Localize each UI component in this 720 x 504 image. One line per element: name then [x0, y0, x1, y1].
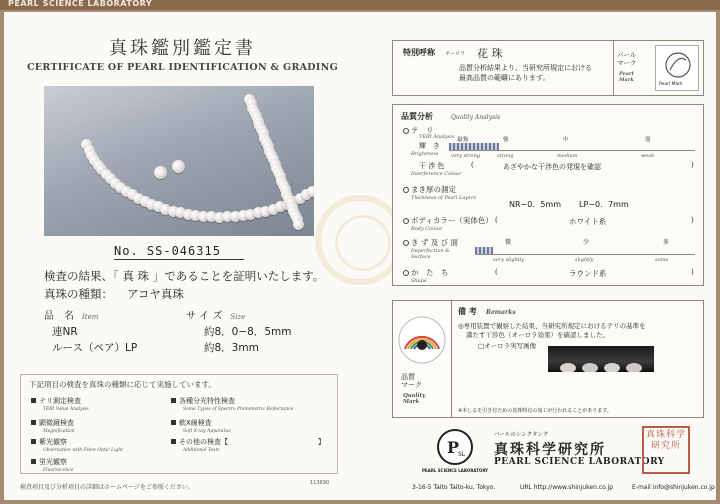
scale-label-en: weak: [641, 153, 655, 159]
item-row: [52, 324, 342, 339]
aurora-image-label: □オーロラ実写画像: [478, 342, 537, 350]
nacre-en: Thickness of Pearl Layers: [411, 195, 477, 201]
item-size: 約8．0−8．5mm: [204, 326, 292, 338]
brightness-en: Brightness: [411, 151, 439, 157]
lab-name-jp: 真珠科学研究所: [494, 442, 606, 458]
pearl-kind-value: アコヤ真珠: [127, 287, 184, 301]
quality-mark-label: 品質 マーク: [401, 373, 422, 389]
scale-label-en: strong: [497, 153, 514, 159]
imperfection-en: Imperfection & Surface: [411, 248, 450, 260]
certificate-title-en: CERTIFICATE OF PEARL IDENTIFICATION & GRADING: [27, 62, 338, 73]
remarks-line-2: 満たす干渉色（オーロラ効果）を確認しました。: [466, 331, 609, 339]
special-name-sub: オーロラ: [445, 51, 466, 57]
item-size: 約8．3mm: [204, 342, 259, 354]
lab-seal-stamp: [642, 426, 690, 474]
rainbow-pearl-icon: [397, 315, 447, 365]
circle-marker-icon: [403, 218, 409, 224]
pearl: [293, 219, 304, 230]
pearl-mark-en: Pearl Mark: [619, 71, 634, 83]
scale-label: 少: [583, 239, 590, 246]
teri-en: TERI Analysis: [419, 134, 455, 140]
bullet-square-icon: [31, 398, 36, 403]
nacre-lp: LP−0．7mm: [579, 200, 629, 209]
test-item: 紫光観察 Observation with Fibre Optic Light: [31, 437, 123, 453]
quality-title-jp: 品質分析: [401, 112, 433, 121]
bullet-square-icon: [171, 439, 176, 444]
scale-label-en: very slightly: [493, 257, 525, 263]
nacre-label: まき厚の測定: [403, 184, 456, 195]
test-item: 蛍光観察 Fluorescence: [31, 457, 74, 473]
quality-title-en: Quality Analysis: [451, 114, 501, 121]
body-colour-value: ホワイト系: [569, 217, 607, 226]
test-item: 軟X線検査 Soft X-ray Apparatus: [171, 418, 231, 434]
top-banner: [0, 0, 720, 10]
scale-label: 中: [563, 137, 569, 143]
items-header: [44, 307, 334, 322]
lab-name-en: PEARL SCIENCE LABORATORY: [494, 457, 665, 467]
tests-footer-note: 検査項目及び分析項目の詳細はホームページをご参照ください。: [20, 484, 194, 491]
aurora-photo: [548, 346, 654, 372]
quality-mark-logo: [397, 315, 447, 365]
tests-box: [20, 374, 338, 474]
tests-heading: 下記項目の検査を真珠の種類に応じて実施しています。: [29, 380, 216, 389]
test-item: 顕微鏡検査 Magnification: [31, 418, 75, 434]
pearl-kind-label: 真珠の種類：: [44, 287, 113, 301]
scale-label-en: medium: [557, 153, 578, 159]
stamp-text: 真珠科学研究所: [645, 430, 686, 451]
special-name-value: 花 珠: [477, 47, 503, 60]
pearl-mark-label: パール マーク: [617, 51, 637, 67]
loose-pearl: [172, 160, 185, 173]
size-header-jp: サ イ ズ: [186, 311, 223, 322]
loose-pearl: [154, 166, 167, 179]
item-name: 連NR: [52, 326, 78, 338]
pearl-kind: [44, 286, 184, 302]
lab-banner-text: PEARL SCIENCE LABORATORY: [8, 0, 153, 8]
test-item: テリ測定検査 TERI Value Analysis: [31, 396, 89, 412]
svg-text:P: P: [447, 438, 460, 457]
quality-mark-en: Quality Mark: [403, 393, 426, 405]
svg-text:SL: SL: [458, 451, 466, 458]
scale-label-en: very strong: [451, 153, 480, 159]
shape-label: か た ち: [403, 267, 449, 278]
special-name-desc-2: 最高品質の範疇にあります。: [459, 74, 550, 82]
aurora-pearls-image: [548, 346, 654, 372]
scale-label: 多: [663, 239, 670, 246]
bullet-square-icon: [171, 398, 176, 403]
remarks-line-1: ◎専用装置で観察した結果、当研究所規定におけるテリの基準を: [458, 322, 646, 330]
brightness-label: 輝 き: [419, 142, 440, 150]
special-name-label: 特別呼称: [403, 48, 435, 57]
quality-analysis-box: 品質分析 Quality Analysis テ リ TERI Analysis 輝 き Brightness 最強 強 中 弱 very strong strong medium weak 干 渉 色 Interference Colour ( あざやかな干渉色の発現を確認 ) まき厚の測定 Thickness of Pearl Layers NR−0．5mm LP−0．7mm ボディカラー（実体色） Body Colour ( ホワイト系 ) き ず 及 び 面 Imperfection & Surface 微 少 多 very slightly slightly some か た ち Shape ( ラウンド系 ): [392, 104, 704, 286]
scale-label: 強: [503, 137, 509, 143]
circle-marker-icon: [403, 240, 409, 246]
item-header-jp: 品 名: [44, 311, 74, 322]
document-code: 113690: [310, 480, 330, 486]
certificate-number: No. SS-046315: [114, 244, 244, 260]
pearl-necklace-photo: [44, 86, 314, 236]
psl-logo-icon: [436, 428, 474, 466]
imperfection-label: き ず 及 び 面: [403, 237, 458, 248]
pearl: [307, 186, 314, 197]
pearl-mark-logo: [655, 45, 699, 91]
teri-label: テ リ: [403, 125, 434, 136]
special-name-desc-1: 品質分析結果より、当研究所規定における: [459, 64, 592, 72]
shape-en: Shape: [411, 278, 427, 284]
scale-label: 弱: [645, 137, 651, 143]
bullet-square-icon: [171, 420, 176, 425]
brightness-meter-fill: [449, 143, 499, 150]
pearl-mark-caption: Pearl Mark: [659, 82, 683, 87]
remarks-title-jp: 備 考: [458, 307, 477, 316]
body-colour-label: ボディカラー（実体色）: [403, 215, 493, 226]
shape-value: ラウンド系: [569, 269, 607, 278]
body-colour-en: Body Colour: [411, 226, 443, 232]
lab-url: URL http://www.shinjuken.co.jp: [520, 484, 614, 491]
lab-email: E-mail info@shinjuken.co.jp: [632, 484, 715, 491]
bullet-square-icon: [31, 459, 36, 464]
test-item: 各種分光特性検査 Some Types of Spectro Photometric Reflectance: [171, 396, 293, 412]
bullet-square-icon: [31, 439, 36, 444]
scale-label: 微: [505, 239, 512, 246]
special-name-box: [392, 40, 704, 96]
lab-address: 3-16-5 Taito Taito-ku, Tokyo.: [412, 484, 496, 491]
bullet-square-icon: [31, 420, 36, 425]
item-name: ルース（ペア）LP: [52, 342, 138, 354]
circle-marker-icon: [403, 270, 409, 276]
nacre-nr: NR−0．5mm: [509, 200, 562, 209]
remarks-footnote: ※本しるを引き付ための真珠特有の加工が行われることがあります。: [458, 408, 612, 414]
psl-logo-caption: PEARL SCIENCE LABORATORY: [422, 468, 489, 473]
scale-label: 最強: [457, 137, 469, 143]
item-row: [52, 340, 342, 355]
scale-label-en: slightly: [575, 257, 594, 263]
scale-label-en: some: [655, 257, 669, 263]
interference-en: Interference Colour: [411, 171, 462, 177]
size-header-en: Size: [230, 313, 246, 321]
imperfection-meter-fill: [475, 247, 493, 254]
circle-marker-icon: [403, 187, 409, 193]
circle-marker-icon: [403, 128, 409, 134]
proof-statement: 検査の結果、「 真 珠 」であることを証明いたします。: [44, 269, 325, 283]
interference-label: 干 渉 色: [419, 162, 445, 170]
test-item: その他の検査【 】 Additional Tests: [171, 437, 325, 453]
lab-kana: パールのシンクタンク: [494, 432, 549, 438]
certificate-title-jp: 真珠鑑別鑑定書: [109, 38, 256, 59]
item-header-en: Item: [82, 313, 99, 321]
psl-logo: [436, 428, 474, 466]
interference-value: あざやかな干渉色の発現を確認: [503, 163, 601, 171]
remarks-title-en: Remarks: [486, 309, 516, 316]
